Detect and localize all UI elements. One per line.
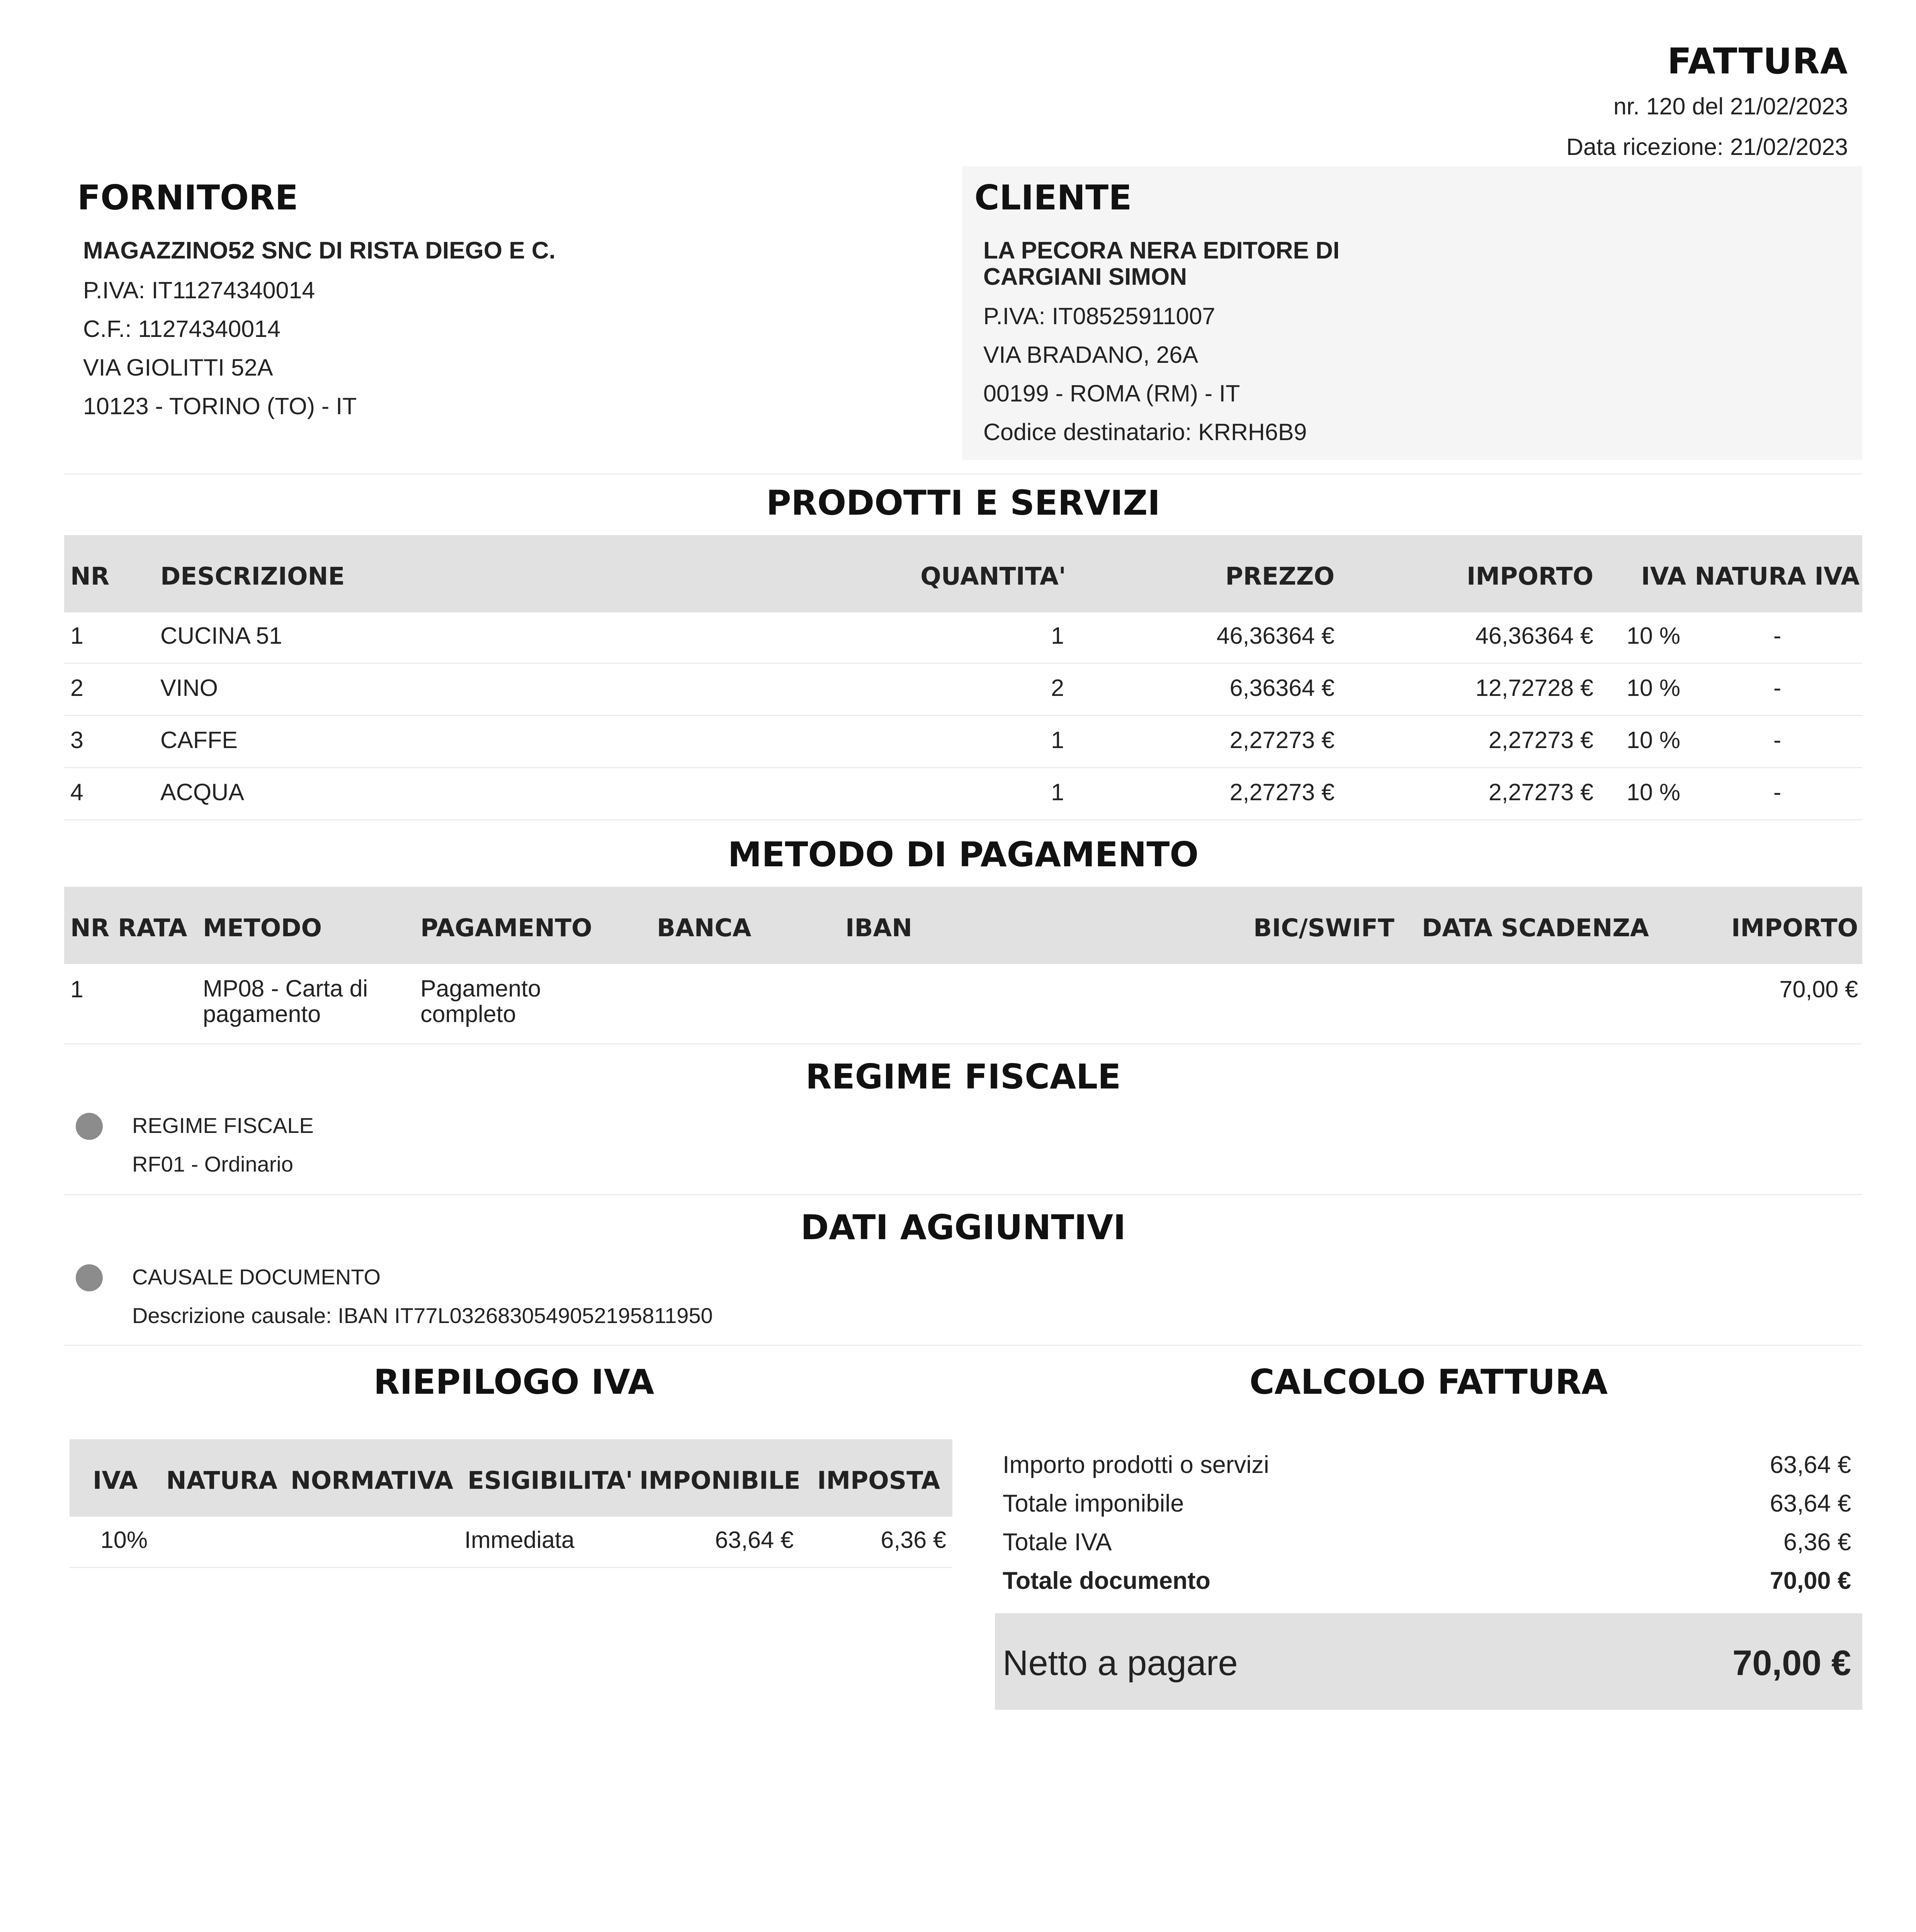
vat-row-tax: 6,36 € — [881, 1527, 946, 1553]
col-amount: IMPORTO — [1466, 562, 1593, 590]
table-row-price: 6,36364 € — [1229, 675, 1335, 701]
col-description: DESCRIZIONE — [160, 562, 345, 590]
payment-line1: Pagamento — [420, 975, 541, 1002]
table-row-nr: 1 — [70, 622, 83, 649]
divider — [64, 1345, 1862, 1346]
col-norm: NORMATIVA — [291, 1466, 454, 1495]
table-row-description: ACQUA — [160, 779, 244, 805]
table-row-vat-nature: - — [1773, 675, 1782, 701]
bullet-icon — [76, 1113, 103, 1140]
table-row-amount: 2,27273 € — [1488, 779, 1593, 805]
payment-heading: METODO DI PAGAMENTO — [728, 835, 1199, 874]
bullet-icon — [76, 1264, 103, 1291]
supplier-name: MAGAZZINO52 SNC DI RISTA DIEGO E C. — [83, 237, 556, 264]
table-row-vat: 10 % — [1627, 675, 1681, 701]
row-divider — [64, 819, 1862, 820]
table-row-nr: 4 — [70, 779, 83, 805]
table-row-nr: 2 — [70, 675, 83, 701]
col-due-date: DATA SCADENZA — [1422, 914, 1649, 942]
additional-value: Descrizione causale: IBAN IT77L0326830549052195811950 — [132, 1303, 713, 1328]
col-taxable: IMPONIBILE — [639, 1466, 801, 1495]
method-line2: pagamento — [203, 1001, 321, 1027]
table-row-payment — [420, 976, 541, 1027]
products-heading: PRODOTTI E SERVIZI — [766, 483, 1160, 523]
invoice-number: nr. 120 del 21/02/2023 — [1613, 93, 1848, 119]
col-vat-nature: NATURA IVA — [1695, 562, 1860, 590]
col-bic: BIC/SWIFT — [1253, 914, 1394, 942]
calc-total-value: 70,00 € — [1770, 1567, 1851, 1594]
client-name-line2: CARGIANI SIMON — [983, 264, 1187, 290]
table-row-description: VINO — [160, 675, 218, 701]
table-row-quantity: 1 — [1051, 779, 1064, 805]
table-row-installment: 1 — [70, 976, 83, 1002]
table-row-amount: 12,72728 € — [1475, 675, 1593, 701]
supplier-tax-code: C.F.: 11274340014 — [83, 316, 281, 342]
additional-label: CAUSALE DOCUMENTO — [132, 1265, 381, 1289]
supplier-heading: FORNITORE — [77, 178, 298, 218]
payment-line2: completo — [420, 1001, 516, 1027]
row-divider — [64, 715, 1862, 716]
divider — [64, 473, 1862, 474]
col-quantity: QUANTITA' — [920, 562, 1066, 590]
table-row-quantity: 1 — [1051, 727, 1064, 753]
col-method: METODO — [203, 914, 322, 942]
tax-regime-label: REGIME FISCALE — [132, 1113, 314, 1138]
col-iban: IBAN — [845, 914, 912, 942]
supplier-address: VIA GIOLITTI 52A — [83, 354, 273, 381]
table-row-price: 2,27273 € — [1229, 727, 1335, 753]
table-row-vat-nature: - — [1773, 622, 1782, 649]
col-installment: NR RATA — [70, 914, 187, 942]
client-name-line1: LA PECORA NERA EDITORE DI — [983, 237, 1340, 264]
vat-row-chargeability: Immediata — [464, 1527, 575, 1553]
document-title: FATTURA — [1667, 41, 1848, 82]
table-row-description: CUCINA 51 — [160, 622, 282, 649]
table-row-vat-nature: - — [1773, 779, 1782, 805]
table-row-amount: 46,36364 € — [1475, 622, 1593, 649]
calc-label: Totale IVA — [1003, 1529, 1112, 1556]
col-payment-amount: IMPORTO — [1731, 914, 1858, 942]
calc-value: 63,64 € — [1770, 1451, 1851, 1478]
vat-summary-heading: RIEPILOGO IVA — [373, 1362, 655, 1402]
net-to-pay-label: Netto a pagare — [1003, 1643, 1238, 1683]
table-row-amount: 2,27273 € — [1488, 727, 1593, 753]
col-nr: NR — [70, 562, 110, 590]
supplier-vat: P.IVA: IT11274340014 — [83, 277, 315, 303]
row-divider — [64, 767, 1862, 768]
net-to-pay-value: 70,00 € — [1732, 1643, 1851, 1683]
row-divider — [64, 1043, 1862, 1044]
vat-row-taxable: 63,64 € — [715, 1527, 794, 1553]
table-row-vat: 10 % — [1627, 622, 1681, 649]
table-row-vat: 10 % — [1627, 727, 1681, 753]
table-row-vat-nature: - — [1773, 727, 1782, 753]
col-payment: PAGAMENTO — [420, 914, 592, 942]
additional-heading: DATI AGGIUNTIVI — [801, 1208, 1126, 1247]
table-row-vat: 10 % — [1627, 779, 1681, 805]
table-row-quantity: 2 — [1051, 675, 1064, 701]
row-divider — [64, 663, 1862, 664]
tax-regime-heading: REGIME FISCALE — [805, 1057, 1121, 1097]
client-recipient-code: Codice destinatario: KRRH6B9 — [983, 419, 1307, 445]
supplier-city: 10123 - TORINO (TO) - IT — [83, 393, 357, 419]
row-divider — [70, 1567, 952, 1568]
method-line1: MP08 - Carta di — [203, 975, 368, 1002]
divider — [64, 1194, 1862, 1195]
table-row-price: 46,36364 € — [1216, 622, 1335, 649]
table-row-payment-amount: 70,00 € — [1779, 976, 1858, 1002]
vat-row-rate: 10% — [100, 1527, 148, 1553]
calc-total-label: Totale documento — [1003, 1567, 1210, 1594]
col-vat-rate: IVA — [93, 1466, 138, 1495]
col-price: PREZZO — [1225, 562, 1335, 590]
calc-value: 6,36 € — [1783, 1529, 1851, 1556]
calc-label: Totale imponibile — [1003, 1490, 1184, 1517]
col-vat: IVA — [1641, 562, 1686, 590]
col-chargeability: ESIGIBILITA' — [468, 1466, 633, 1495]
client-city: 00199 - ROMA (RM) - IT — [983, 380, 1240, 406]
col-bank: BANCA — [657, 914, 751, 942]
table-row-method — [203, 976, 368, 1027]
calc-value: 63,64 € — [1770, 1490, 1851, 1517]
receipt-date: Data ricezione: 21/02/2023 — [1566, 134, 1848, 160]
table-row-price: 2,27273 € — [1229, 779, 1335, 805]
table-row-nr: 3 — [70, 727, 83, 753]
calc-heading: CALCOLO FATTURA — [1249, 1362, 1608, 1402]
tax-regime-value: RF01 - Ordinario — [132, 1152, 294, 1176]
client-address: VIA BRADANO, 26A — [983, 342, 1198, 368]
col-tax: IMPOSTA — [817, 1466, 940, 1495]
client-vat: P.IVA: IT08525911007 — [983, 303, 1216, 329]
col-nature: NATURA — [166, 1466, 277, 1495]
table-row-description: CAFFE — [160, 727, 238, 753]
table-row-quantity: 1 — [1051, 622, 1064, 649]
client-heading: CLIENTE — [974, 178, 1132, 218]
calc-label: Importo prodotti o servizi — [1003, 1451, 1269, 1478]
